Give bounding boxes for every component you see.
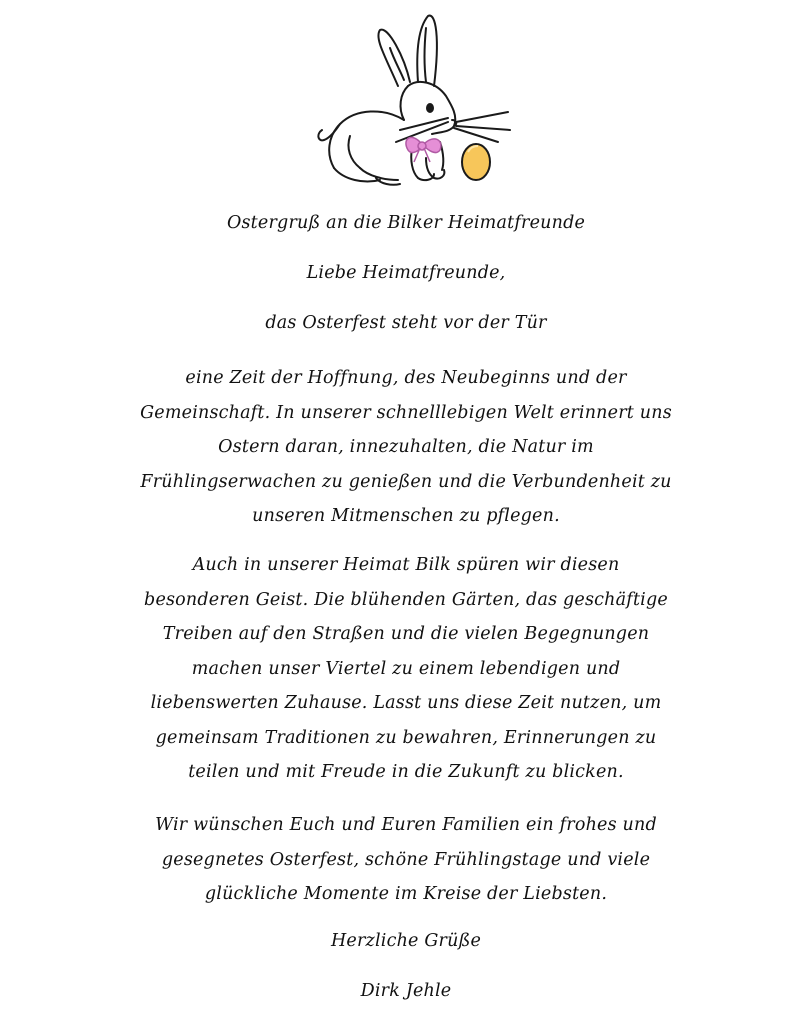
paragraph-line: machen unser Viertel zu einem lebendigen und: [191, 658, 621, 679]
paragraph-line: glückliche Momente im Kreise der Liebsten.: [204, 884, 608, 904]
paragraph-line: eine Zeit der Hoffnung, des Neubeginns und der: [185, 368, 627, 388]
letter-title: Ostergruß an die Bilker Heimatfreunde: [226, 213, 586, 233]
paragraph-wishes: [90, 808, 722, 912]
letter-signature: Dirk Jehle: [360, 981, 452, 1001]
paragraph-line: Treiben auf den Straßen und die vielen Begegnungen: [162, 624, 650, 644]
paragraph-line: Frühlingserwachen zu genießen und die Verbundenheit zu: [140, 471, 672, 492]
paragraph-line: besonderen Geist. Die blühenden Gärten, das geschäftige: [144, 589, 668, 610]
paragraph-line: Gemeinschaft. In unserer schnelllebigen Welt erinnert uns: [140, 402, 672, 423]
paragraph-line: gemeinsam Traditionen zu bewahren, Erinnerungen zu: [155, 727, 657, 748]
paragraph-line: teilen und mit Freude in die Zukunft zu blicken.: [188, 762, 624, 782]
paragraph-bilk: [90, 548, 722, 790]
paragraph-line: liebenswerten Zuhause. Lasst uns diese Zeit nutzen, um: [150, 693, 662, 713]
paragraph-line: Ostern daran, innezuhalten, die Natur im: [218, 437, 594, 457]
paragraph-line: unseren Mitmenschen zu pflegen.: [252, 506, 560, 526]
paragraph-hope: [90, 361, 722, 534]
letter-closing: Herzliche Grüße: [330, 931, 482, 951]
letter-greeting: Liebe Heimatfreunde,: [306, 263, 506, 283]
paragraph-line: Auch in unserer Heimat Bilk spüren wir diesen: [192, 555, 620, 575]
letter-intro: das Osterfest steht vor der Tür: [265, 313, 547, 333]
paragraph-line: Wir wünschen Euch und Euren Familien ein frohes und: [155, 815, 657, 835]
egg-icon: [462, 144, 490, 180]
easter-bunny-with-egg-icon: [300, 8, 520, 193]
paragraph-line: gesegnetes Osterfest, schöne Frühlingstage und viele: [161, 849, 651, 870]
